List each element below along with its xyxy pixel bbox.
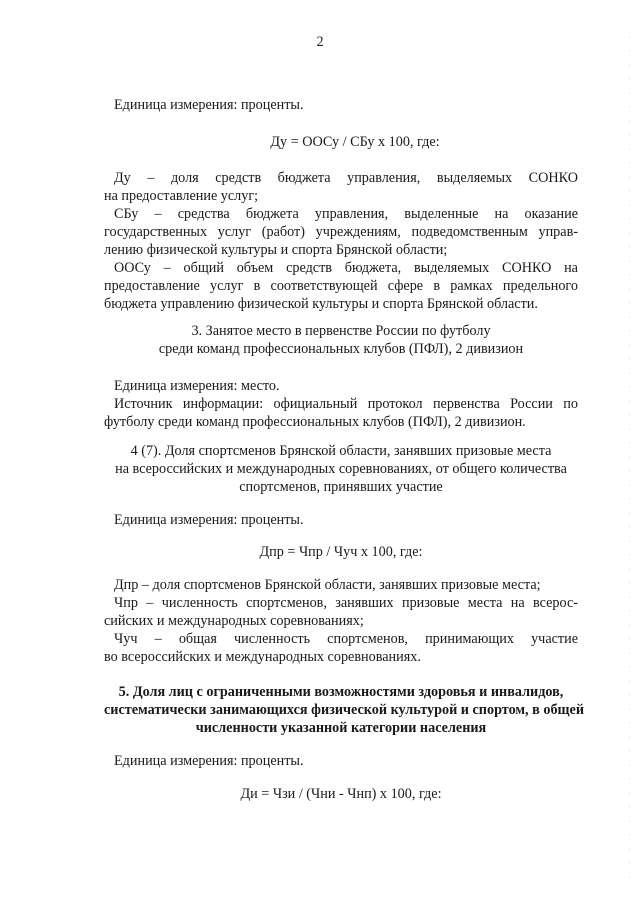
section-3-title: среди команд профессиональных клубов (ПФЛ), 2 дивизион xyxy=(158,341,524,357)
unit-text: Единица измерения: место. xyxy=(114,378,280,394)
section-4-title: 4 (7). Доля спортсменов Брянской области, занявших призовые места xyxy=(130,443,552,459)
definition-line: во всероссийских и международных соревнованиях. xyxy=(104,649,421,665)
definition-line: бюджета управлению физической культуры и спорта Брянской области. xyxy=(104,296,538,312)
section-5-title: численности указанной категории населения xyxy=(195,720,487,736)
definition-line: лению физической культуры и спорта Брянской области; xyxy=(104,242,448,258)
definition-line: сийских и международных соревнованиях; xyxy=(104,613,364,629)
definition-line: СБу – средства бюджета управления, выделенные на оказание xyxy=(114,206,578,222)
unit-text: Единица измерения: проценты. xyxy=(114,753,304,769)
definition-line: Дпр – доля спортсменов Брянской области, занявших призовые места; xyxy=(114,577,541,593)
section-4-title: спортсменов, принявших участие xyxy=(239,479,443,495)
section-4-title: на всероссийских и международных соревнованиях, от общего количества xyxy=(115,461,567,477)
unit-text: Единица измерения: проценты. xyxy=(114,97,304,113)
definition-line: на предоставление услуг; xyxy=(104,188,259,204)
unit-text: Единица измерения: проценты. xyxy=(114,512,304,528)
source-line: Источник информации: официальный протокол первенства России по xyxy=(114,396,578,412)
definition-line: ООСу – общий объем средств бюджета, выделяемых СОНКО на xyxy=(114,260,578,276)
definition-line: Чуч – общая численность спортсменов, принимающих участие xyxy=(114,631,578,647)
definition-line: Чпр – численность спортсменов, занявших призовые места на всерос- xyxy=(114,595,578,611)
source-line: футболу среди команд профессиональных клубов (ПФЛ), 2 дивизион. xyxy=(104,414,526,430)
section-5-title: 5. Доля лиц с ограниченными возможностями здоровья и инвалидов, xyxy=(118,684,564,700)
page-number: 2 xyxy=(316,34,324,50)
definition-line: предоставление услуг в соответствующей сфере в рамках предельного xyxy=(104,278,578,294)
scan-edge-artifact xyxy=(629,30,630,890)
formula-di: Ди = Чзи / (Чни - Чнп) х 100, где: xyxy=(240,786,442,802)
formula-dpr: Дпр = Чпр / Чуч х 100, где: xyxy=(259,544,423,560)
definition-line: государственных услуг (работ) учреждениям, подведомственным управ- xyxy=(104,224,578,240)
section-3-title: 3. Занятое место в первенстве России по футболу xyxy=(191,323,491,339)
formula-du: Ду = ООСу / СБу х 100, где: xyxy=(270,134,440,150)
definition-line: Ду – доля средств бюджета управления, выделяемых СОНКО xyxy=(114,170,578,186)
section-5-title: систематически занимающихся физической культурой и спортом, в общей xyxy=(104,702,584,718)
